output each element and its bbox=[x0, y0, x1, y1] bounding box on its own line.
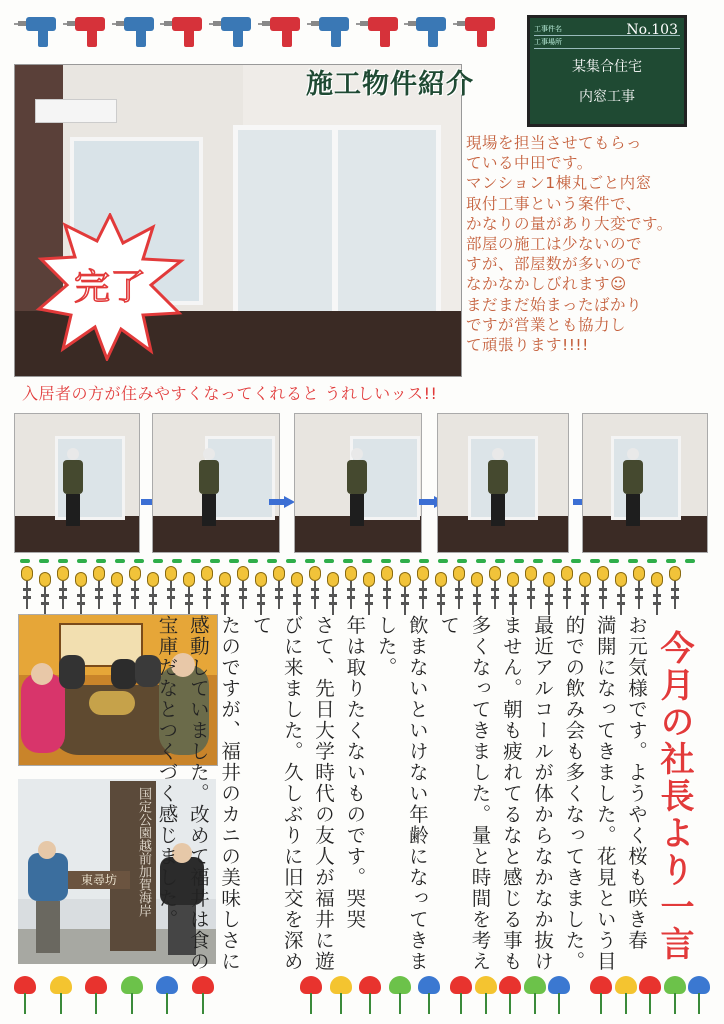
install-step-photo bbox=[294, 413, 422, 553]
bulb-icon bbox=[236, 566, 250, 612]
dash-mark bbox=[286, 559, 296, 563]
note-line: ている中田です。 bbox=[466, 154, 593, 173]
note-line: マンション1棟丸ごと内窓 bbox=[466, 174, 652, 193]
issue-number: No.103 bbox=[626, 22, 678, 38]
drill-icon bbox=[311, 11, 352, 51]
worker-figure bbox=[347, 448, 367, 526]
completed-stamp bbox=[35, 213, 185, 361]
dash-mark bbox=[438, 559, 448, 563]
drill-icon bbox=[18, 11, 59, 51]
person-figure bbox=[31, 663, 53, 685]
drill-icon bbox=[67, 11, 108, 51]
flower-icon bbox=[615, 976, 637, 1014]
flower-icon bbox=[688, 976, 710, 1014]
dash-mark bbox=[514, 559, 524, 563]
stamp-text: 完了 bbox=[73, 267, 147, 308]
bulb-icon bbox=[362, 572, 376, 618]
install-step-photo bbox=[582, 413, 708, 553]
dash-mark bbox=[495, 559, 505, 563]
bulb-icon bbox=[596, 566, 610, 612]
bulb-icon bbox=[146, 572, 160, 618]
worker-figure bbox=[488, 448, 508, 526]
divider bbox=[534, 48, 680, 49]
person-figure bbox=[21, 673, 65, 753]
bulb-icon bbox=[614, 572, 628, 618]
person-figure bbox=[111, 659, 137, 689]
dotted-divider bbox=[20, 550, 706, 560]
bulb-garland bbox=[20, 566, 710, 616]
section-title: 施工物件紹介 bbox=[306, 69, 474, 100]
note-line: 部屋の施工は少ないので bbox=[466, 235, 643, 254]
person-figure bbox=[38, 841, 56, 859]
dash-mark bbox=[267, 559, 277, 563]
message-line: ません。朝も疲れてるなと感じる事も bbox=[499, 615, 523, 972]
president-message bbox=[155, 615, 652, 975]
bulb-icon bbox=[164, 566, 178, 612]
bulb-icon bbox=[542, 572, 556, 618]
flower-icon bbox=[499, 976, 521, 1014]
site-name: 某集合住宅 bbox=[572, 59, 642, 75]
message-line: お元気様です。ようやく桜も咲き春 bbox=[625, 615, 648, 951]
bulb-icon bbox=[74, 572, 88, 618]
staff-note bbox=[466, 133, 716, 355]
drill-icon bbox=[457, 11, 498, 51]
install-step-photo bbox=[14, 413, 140, 553]
dash-mark bbox=[305, 559, 315, 563]
install-step-photo bbox=[152, 413, 280, 553]
flower-icon bbox=[300, 976, 322, 1014]
dash-mark bbox=[381, 559, 391, 563]
note-line: かなりの量があり大変です。 bbox=[466, 214, 673, 233]
tool-icon-row bbox=[18, 8, 498, 54]
flower-icon bbox=[359, 976, 381, 1014]
flower-icon bbox=[475, 976, 497, 1014]
worker-figure bbox=[199, 448, 219, 526]
dash-mark bbox=[590, 559, 600, 563]
note-line: て頑張ります!!!! bbox=[466, 336, 589, 355]
bulb-icon bbox=[56, 566, 70, 612]
bulb-icon bbox=[506, 572, 520, 618]
bulb-icon bbox=[560, 566, 574, 612]
flower-icon bbox=[156, 976, 178, 1014]
dash-mark bbox=[172, 559, 182, 563]
dash-mark bbox=[400, 559, 410, 563]
dash-mark bbox=[96, 559, 106, 563]
flower-decoration bbox=[300, 958, 440, 1018]
flower-icon bbox=[330, 976, 352, 1014]
bulb-icon bbox=[470, 572, 484, 618]
bulb-icon bbox=[308, 566, 322, 612]
dash-mark bbox=[153, 559, 163, 563]
flower-decoration bbox=[590, 958, 710, 1018]
flower-icon bbox=[418, 976, 440, 1014]
bulb-icon bbox=[218, 572, 232, 618]
dash-mark bbox=[39, 559, 49, 563]
dash-mark bbox=[571, 559, 581, 563]
person-figure bbox=[28, 853, 68, 901]
bulb-icon bbox=[200, 566, 214, 612]
president-title: 今月の社長より一言 bbox=[654, 630, 694, 963]
message-line: たのですが、福井のカニの美味しさに bbox=[218, 615, 242, 972]
bulb-icon bbox=[524, 566, 538, 612]
flower-icon bbox=[85, 976, 107, 1014]
dash-mark bbox=[533, 559, 543, 563]
bulb-icon bbox=[20, 566, 34, 612]
monument-text: 国定公園越前加賀海岸 bbox=[136, 787, 151, 917]
message-line: 感動していました。改めて福井は食の bbox=[186, 615, 210, 972]
bulb-icon bbox=[272, 566, 286, 612]
drill-icon bbox=[164, 11, 205, 51]
air-conditioner bbox=[35, 99, 117, 123]
drill-icon bbox=[213, 11, 254, 51]
bulb-icon bbox=[452, 566, 466, 612]
project-place-label: 工事場所 bbox=[534, 38, 562, 46]
bulb-icon bbox=[182, 572, 196, 618]
dash-mark bbox=[20, 559, 30, 563]
dash-mark bbox=[666, 559, 676, 563]
note-line: ですが営業とも協力し bbox=[466, 315, 627, 334]
flower-icon bbox=[389, 976, 411, 1014]
bulb-icon bbox=[254, 572, 268, 618]
project-info-panel bbox=[527, 15, 687, 127]
message-line: 年は取りたくないものです。哭哭 bbox=[343, 615, 367, 930]
install-step-photo bbox=[437, 413, 569, 553]
bulb-icon bbox=[128, 566, 142, 612]
bulb-icon bbox=[416, 566, 430, 612]
message-line: 多くなってきました。量と時間を考えて bbox=[437, 615, 492, 972]
message-line: さて、先日大学時代の友人が福井に遊 bbox=[312, 615, 336, 972]
worker-figure bbox=[623, 448, 643, 526]
message-line: 満開になってきました。花見という目 bbox=[593, 615, 617, 972]
note-line: すが、部屋数が多いので bbox=[466, 255, 643, 274]
dash-mark bbox=[457, 559, 467, 563]
dash-mark bbox=[552, 559, 562, 563]
dash-mark bbox=[419, 559, 429, 563]
note-line: まだまだ始まったばかり bbox=[466, 295, 643, 314]
photo-window bbox=[611, 436, 681, 520]
note-line: 現場を担当させてもらっ bbox=[466, 134, 643, 152]
message-line: 的での飲み会も多くなってきました。 bbox=[562, 615, 586, 972]
flower-icon bbox=[50, 976, 72, 1014]
bulb-icon bbox=[578, 572, 592, 618]
flower-icon bbox=[450, 976, 472, 1014]
flower-icon bbox=[524, 976, 546, 1014]
bulb-icon bbox=[326, 572, 340, 618]
completed-room-photo bbox=[14, 64, 462, 377]
bulb-icon bbox=[380, 566, 394, 612]
bulb-icon bbox=[668, 566, 682, 612]
bulb-icon bbox=[38, 572, 52, 618]
flower-icon bbox=[14, 976, 36, 1014]
drill-icon bbox=[116, 11, 157, 51]
dash-mark bbox=[476, 559, 486, 563]
dash-mark bbox=[58, 559, 68, 563]
person-figure bbox=[36, 901, 60, 953]
flower-decoration bbox=[14, 958, 214, 1018]
person-figure bbox=[59, 655, 85, 689]
bulb-icon bbox=[92, 566, 106, 612]
flower-icon bbox=[192, 976, 214, 1014]
place-sign: 東尋坊 bbox=[68, 871, 130, 889]
bulb-icon bbox=[110, 572, 124, 618]
photo-window bbox=[233, 125, 441, 325]
message-line: びに来ました。久しぶりに旧交を深めて bbox=[249, 615, 304, 972]
dish bbox=[89, 691, 135, 715]
drill-icon bbox=[360, 11, 401, 51]
work-type: 内窓工事 bbox=[579, 89, 635, 105]
flower-decoration bbox=[450, 958, 570, 1018]
note-line: なかなかしびれます☺ bbox=[466, 275, 627, 294]
flower-icon bbox=[664, 976, 686, 1014]
flower-icon bbox=[121, 976, 143, 1014]
bulb-icon bbox=[290, 572, 304, 618]
worker-figure bbox=[63, 448, 83, 526]
dash-mark bbox=[628, 559, 638, 563]
dash-mark bbox=[248, 559, 258, 563]
flower-icon bbox=[590, 976, 612, 1014]
message-line: 飲まないといけない年齢になってきました。 bbox=[374, 615, 429, 972]
photo-floor bbox=[583, 516, 707, 552]
message-line: 宝庫だなとつくづく感じました。 bbox=[155, 615, 179, 930]
bulb-icon bbox=[344, 566, 358, 612]
arrow-right-icon bbox=[269, 496, 295, 508]
dash-mark bbox=[210, 559, 220, 563]
dash-mark bbox=[324, 559, 334, 563]
note-line: 取付工事という案件で、 bbox=[466, 194, 642, 213]
flower-icon bbox=[548, 976, 570, 1014]
dash-mark bbox=[609, 559, 619, 563]
dash-mark bbox=[191, 559, 201, 563]
message-line: 最近アルコールが体からなかなか抜け bbox=[531, 615, 555, 972]
drill-icon bbox=[408, 11, 449, 51]
drill-icon bbox=[262, 11, 303, 51]
dash-mark bbox=[362, 559, 372, 563]
bulb-icon bbox=[434, 572, 448, 618]
dash-mark bbox=[115, 559, 125, 563]
window-frame bbox=[332, 130, 338, 320]
bulb-icon bbox=[650, 572, 664, 618]
bulb-icon bbox=[632, 566, 646, 612]
dash-mark bbox=[685, 559, 695, 563]
project-name-label: 工事件名 bbox=[534, 25, 562, 33]
dash-mark bbox=[647, 559, 657, 563]
bulb-icon bbox=[488, 566, 502, 612]
dash-mark bbox=[229, 559, 239, 563]
flower-icon bbox=[639, 976, 661, 1014]
photo-caption: 入居者の方が住みやすくなってくれると うれしいッス!! bbox=[22, 384, 438, 403]
dash-mark bbox=[134, 559, 144, 563]
dash-mark bbox=[77, 559, 87, 563]
dash-mark bbox=[343, 559, 353, 563]
bulb-icon bbox=[398, 572, 412, 618]
